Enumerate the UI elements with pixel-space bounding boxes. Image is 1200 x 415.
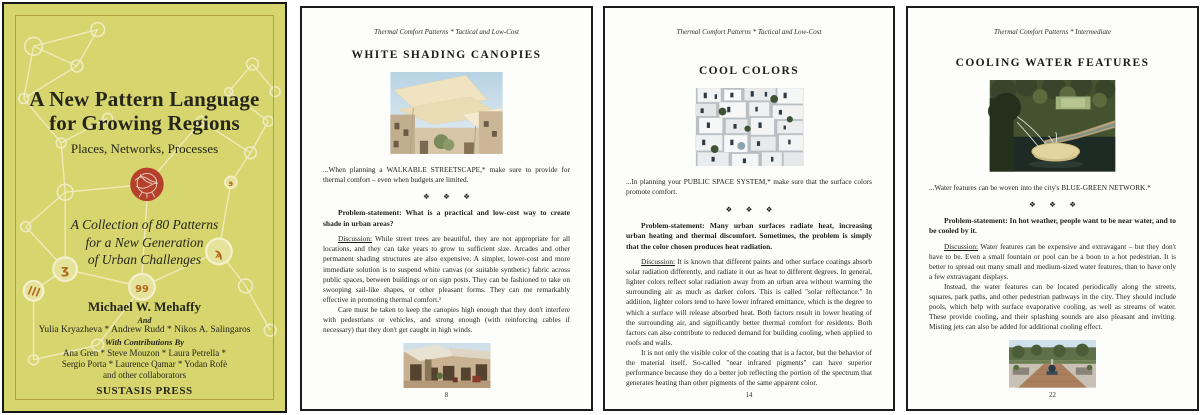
problem-text: What is a practical and low-cost way to create shade in urban areas? xyxy=(323,208,570,228)
cover-subtitle: Places, Networks, Processes xyxy=(70,141,219,156)
cover-title-line1: A New Pattern Language xyxy=(29,87,260,111)
canopy-photo xyxy=(378,72,515,154)
pattern-context-caption: ...When planning a WALKABLE STREETSCAPE,* make sure to provide for thermal comfort – even when budgets are limited. xyxy=(323,164,570,185)
discussion-text: Water features can be expensive and extravagant – but they don't have to be. Even a small fountain or pool can be a boon to a hot pedestrian. It is better to spread out many small and medium-sized water features, than to have only a few extravagant displays. xyxy=(929,241,1176,281)
running-header: Thermal Comfort Patterns * Tactical and Low-Cost xyxy=(374,28,519,36)
cover-coauthors: Yulia Kryazheva * Andrew Rudd * Nikos A. Salingaros xyxy=(38,325,251,335)
cover-contributions-label: With Contributions By xyxy=(104,337,185,347)
discussion-paragraph xyxy=(323,234,570,304)
problem-label: Problem-statement: xyxy=(944,215,1008,225)
discussion-paragraph: It is not only the visible color of the coating that is a factor, but the behavior of the material itself. So-called "near infrared pigments" can have superior performance because they do a better job reflecting the portion of the spectrum that generates heating than other pigments of the same apparent color. xyxy=(626,347,872,387)
cover-and-label: And xyxy=(137,316,152,325)
pattern-context-caption: ...In planning your PUBLIC SPACE SYSTEM,* make sure that the surface colors promote comfort. xyxy=(626,177,872,197)
book-cover xyxy=(2,2,287,413)
cover-contributors-line2: Sergio Porta * Laurence Qamar * Yodan Rofè xyxy=(61,359,228,369)
book-page-cooling-water-features xyxy=(906,6,1199,411)
problem-text: In hot weather, people want to be near water, and to be cooled by it. xyxy=(929,215,1177,236)
street-market-photo xyxy=(394,343,500,388)
cover-contributors-line1: Ana Gren * Steve Mouzon * Laura Petrella * xyxy=(63,348,226,358)
section-divider-diamonds: ❖ ❖ ❖ xyxy=(423,192,470,202)
cover-publisher: SUSTASIS PRESS xyxy=(96,385,193,397)
red-seal-logo xyxy=(130,168,164,202)
discussion-label: Discussion: xyxy=(944,241,979,251)
park-fountain-photo xyxy=(1005,340,1100,388)
pattern-context-caption: ...Water features can be woven into the city's BLUE-GREEN NETWORK.* xyxy=(929,182,1151,192)
book-page-white-shading-canopies xyxy=(300,6,593,411)
svg-text:ʒ: ʒ xyxy=(61,263,70,279)
discussion-paragraph xyxy=(929,242,1176,282)
pattern-title: WHITE SHADING CANOPIES xyxy=(351,49,542,61)
problem-statement xyxy=(929,216,1176,237)
running-header: Thermal Comfort Patterns * Intermediate xyxy=(993,28,1112,36)
cover-tagline-line3: of Urban Challenges xyxy=(87,252,202,268)
discussion-paragraph: Instead, the water features can be located periodically along the streets, squares, park paths, and other pedestrian pathways in the city. They should include pools, which help with surface evaporative cooling, as well as streams of water. These provide cooling, and their splashing sounds are also pleasant and inviting. Misting jets can also be added for additional cooling effect. xyxy=(929,282,1176,332)
discussion-text: While street trees are beautiful, they are not appropriate for all locations, and they can take years to grow to sufficient size. Arcades and other permanent shading structures are also expensive. A simpler, lower-cost and more immediate solution is to suspend white canvas (or suitable synthetic) fabric across public spaces, between buildings or on sign posts. They can be fashioned to take on swooping sail-like shapes, or other pleasant forms. They can me remarkably effective in promoting thermal comfort.¹ xyxy=(323,234,570,304)
discussion-paragraph xyxy=(626,257,872,348)
cover-title xyxy=(4,88,285,135)
section-divider-diamonds: ❖ ❖ ❖ xyxy=(725,204,773,214)
discussion-label: Discussion: xyxy=(338,234,373,244)
problem-statement xyxy=(626,221,872,253)
problem-label: Problem-statement: xyxy=(338,208,402,218)
cover-tagline-line1: A Collection of 80 Patterns xyxy=(70,217,219,232)
cover-title-line2: for Growing Regions xyxy=(49,110,240,135)
pattern-title: COOLING WATER FEATURES xyxy=(955,57,1150,69)
white-village-photo xyxy=(681,88,818,166)
cover-tagline-line2: for a New Generation xyxy=(85,234,204,250)
page-number: 14 xyxy=(745,392,753,399)
cover-tagline xyxy=(4,216,285,269)
problem-label: Problem-statement: xyxy=(641,220,705,230)
fountain-photo xyxy=(984,80,1121,172)
problem-statement xyxy=(323,208,570,229)
cover-author: Michael W. Mehaffy xyxy=(87,299,201,314)
running-header: Thermal Comfort Patterns * Tactical and Low-Cost xyxy=(676,28,822,36)
svg-text:϶: ϶ xyxy=(228,178,234,188)
section-divider-diamonds: ❖ ❖ ❖ xyxy=(1029,199,1076,209)
page-number: 8 xyxy=(444,392,449,399)
discussion-label: Discussion: xyxy=(641,257,676,267)
discussion-paragraph: Care must be taken to keep the canopies high enough that they don't interfere with pedestrians or vehicles, and strong enough (with reinforcing cables if necessary) that they don't get caught in high winds. xyxy=(323,304,570,334)
svg-text:99: 99 xyxy=(135,283,149,295)
discussion-text: It is known that different paints and other surface coatings absorb solar radiation differently, and radiate it out as heat to different degrees. In general, lighter colors reflect solar radiation away from an urban area without warming the surrounding air as much as darker colors. This is called "solar reflectance." In addition, lighter colors tend to have lower infrared emittance, which is the degree to which a surface will release absorbed heat. Both factors result in lower heating of the surrounding air, and significantly better thermal comfort for residents. Both factors can also contribute to reduced demand for building cooling, when applied to roofs and walls. xyxy=(626,257,872,347)
page-number: 22 xyxy=(1049,392,1056,399)
svg-text:ϡ: ϡ xyxy=(214,246,223,262)
pattern-title: COOL COLORS xyxy=(698,65,800,77)
problem-text: Many urban surfaces radiate heat, increasing urban heating and thermal discomfort. Sometimes, the problem is simply that the color chosen produces heat radiation. xyxy=(626,220,872,251)
book-page-cool-colors xyxy=(603,6,895,411)
cover-contributors-line3: and other collaborators xyxy=(103,370,186,380)
